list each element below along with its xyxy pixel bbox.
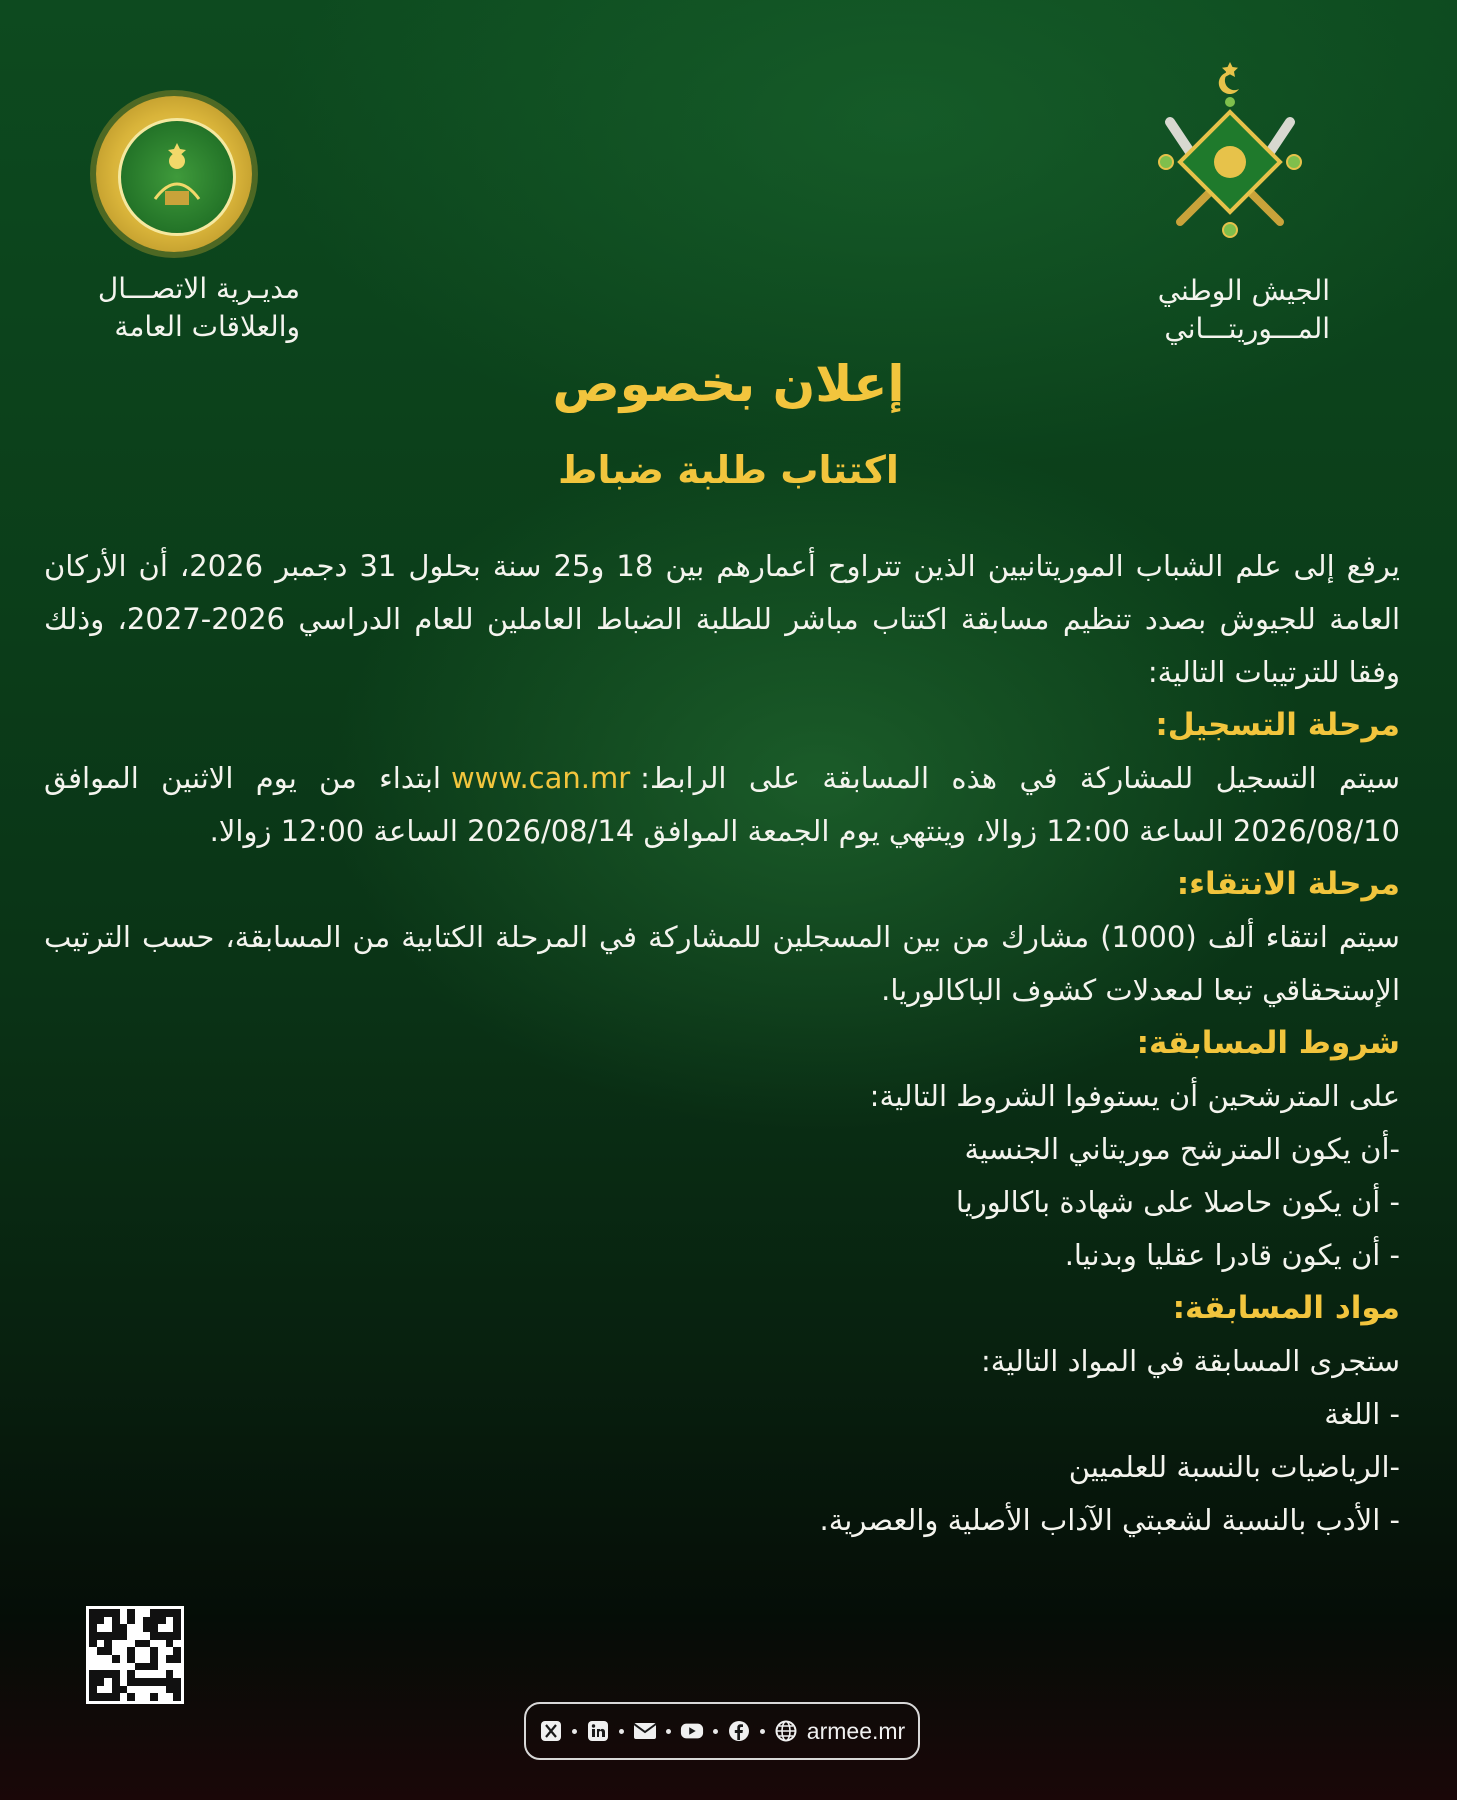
registration-paragraph: سيتم التسجيل للمشاركة في هذه المسابقة على الرابط:www.can.mrابتداء من يوم الاثنين الموافق 2026/08/10 الساعة 12:00 زوالا، وينتهي يوم الجمعة الموافق 2026/08/14 الساعة 12:00 زوالا. xyxy=(44,761,1401,848)
directorate-name: مديـرية الاتصـــال والعلاقات العامة xyxy=(97,272,300,343)
subject-item: -الرياضيات بالنسبة للعلميين xyxy=(1068,1450,1400,1484)
facebook-icon[interactable] xyxy=(727,1719,751,1743)
conditions-intro: على المترشحين أن يستوفوا الشروط التالية: xyxy=(869,1079,1400,1113)
subject-item: - اللغة xyxy=(1324,1397,1400,1431)
registration-link[interactable]: www.can.mr xyxy=(450,761,631,795)
email-icon[interactable] xyxy=(633,1719,657,1743)
separator-dot xyxy=(572,1729,577,1734)
selection-paragraph: سيتم انتقاء ألف (1000) مشارك من بين المسجلين للمشاركة في المرحلة الكتابية من المسابقة، حسب الترتيب الإستحقاقي تبعا لمعدلات كشوف الباكالوريا. xyxy=(44,920,1400,1007)
x-icon[interactable] xyxy=(539,1719,563,1743)
conditions-heading: شروط المسابقة: xyxy=(1136,1025,1400,1061)
linkedin-icon[interactable] xyxy=(586,1719,610,1743)
condition-item: - أن يكون قادرا عقليا وبدنيا. xyxy=(1064,1238,1400,1272)
condition-item: - أن يكون حاصلا على شهادة باكالوريا xyxy=(955,1185,1400,1219)
social-footer xyxy=(524,1702,920,1760)
condition-item: -أن يكون المترشح موريتاني الجنسية xyxy=(964,1132,1400,1166)
announcement-subtitle: اكتتاب طلبة ضباط xyxy=(558,448,899,492)
registration-heading: مرحلة التسجيل: xyxy=(1155,707,1400,743)
separator-dot xyxy=(666,1729,671,1734)
subject-item: - الأدب بالنسبة لشعبتي الآداب الأصلية والعصرية. xyxy=(819,1503,1400,1537)
army-emblem-logo xyxy=(1140,62,1320,252)
qr-code[interactable] xyxy=(86,1606,184,1704)
separator-dot xyxy=(713,1729,718,1734)
intro-paragraph: يرفع إلى علم الشباب الموريتانيين الذين تتراوح أعمارهم بين 18 و25 سنة بحلول 31 دجمبر 2026، أن الأركان العامة للجيوش بصدد تنظيم مسابقة اكتتاب مباشر للطلبة الضباط العاملين للعام الدراسي 2026-2027، وذلك وفقا للترتيبات التالية: xyxy=(44,549,1401,689)
announcement-body xyxy=(44,540,1400,1547)
subjects-intro: ستجرى المسابقة في المواد التالية: xyxy=(980,1344,1400,1378)
army-name: الجيش الوطني المـــوريتـــاني xyxy=(1157,274,1330,345)
subjects-heading: مواد المسابقة: xyxy=(1172,1290,1400,1326)
separator-dot xyxy=(619,1729,624,1734)
announcement-title: إعلان بخصوص xyxy=(552,355,905,413)
globe-icon xyxy=(774,1719,798,1743)
selection-heading: مرحلة الانتقاء: xyxy=(1176,866,1400,902)
youtube-icon[interactable] xyxy=(680,1719,704,1743)
website-link[interactable]: armee.mr xyxy=(806,1717,906,1744)
separator-dot xyxy=(760,1729,765,1734)
directorate-seal-logo xyxy=(96,96,252,252)
